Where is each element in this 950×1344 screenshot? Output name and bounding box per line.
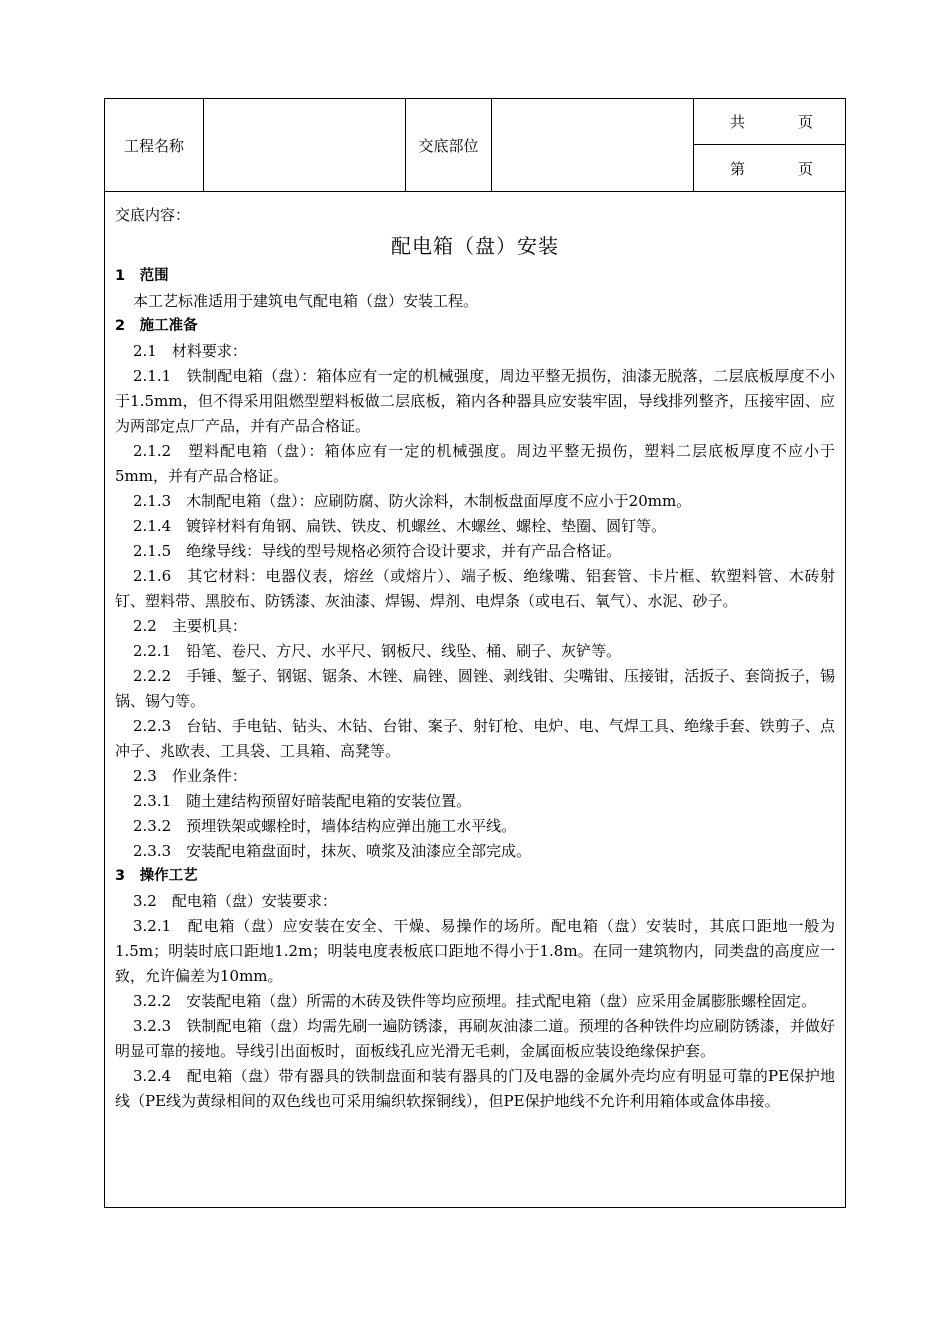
paragraph: 3.2 配电箱（盘）安装要求： xyxy=(133,892,337,910)
total-pages-suffix: 页 xyxy=(798,113,814,131)
page-count-cell xyxy=(694,99,845,191)
paragraph: 2.2.3 台钻、手电钻、钻头、木钻、台钳、案子、射钉枪、电炉、电、气焊工具、绝缘手套、铁剪子、点冲子、兆欧表、工具袋、工具箱、高凳等。 xyxy=(115,717,835,760)
section-heading: 2 施工准备 xyxy=(115,318,198,334)
disclosure-content xyxy=(105,192,845,1114)
page-number-suffix: 页 xyxy=(798,159,814,178)
location-value xyxy=(492,99,694,191)
paragraph: 2.3 作业条件： xyxy=(133,767,247,785)
paragraph-list xyxy=(115,264,835,1114)
disclosure-sheet xyxy=(104,98,846,1208)
paragraph: 3.2.4 配电箱（盘）带有器具的铁制盘面和装有器具的门及电器的金属外壳均应有明显可靠的PE保护地线（PE线为黄绿相间的双色线也可采用编织软探铜线），但PE保护地线不允许利用箱体或盒体串接。 xyxy=(115,1067,835,1110)
header-table xyxy=(105,99,845,192)
paragraph: 2.1.3 木制配电箱（盘）：应刷防腐、防火涂料，木制板盘面厚度不应小于20mm。 xyxy=(133,492,692,510)
paragraph: 2.1.2 塑料配电箱（盘）：箱体应有一定的机械强度。周边平整无损伤，塑料二层底板厚度不应小于5mm，并有产品合格证。 xyxy=(115,442,835,485)
page-number-row xyxy=(694,145,845,191)
total-pages-prefix: 共 xyxy=(730,113,746,131)
paragraph: 2.2.2 手锤、錾子、钢锯、锯条、木锉、扁锉、圆锉、剥线钳、尖嘴钳、压接钳，活扳子、套筒扳子，锡锅、锡勺等。 xyxy=(115,667,835,710)
paragraph: 2.3.1 随土建结构预留好暗装配电箱的安装位置。 xyxy=(133,792,472,810)
project-name-value xyxy=(204,99,406,191)
document-title: 配电箱（盘）安装 xyxy=(391,234,559,258)
content-label: 交底内容： xyxy=(115,206,191,224)
paragraph: 2.1.4 镀锌材料有角钢、扁铁、铁皮、机螺丝、木螺丝、螺栓、垫圈、圆钉等。 xyxy=(133,517,667,535)
paragraph: 2.1.1 铁制配电箱（盘）：箱体应有一定的机械强度，周边平整无损伤，油漆无脱落，二层底板厚度不小于1.5mm，但不得采用阻燃型塑料板做二层底板，箱内各种器具应安装牢固，导线排列整齐，压接牢固、应为两部定点厂产品，并有产品合格证。 xyxy=(115,367,835,435)
paragraph: 2.1 材料要求： xyxy=(133,342,247,360)
paragraph: 2.1.5 绝缘导线：导线的型号规格必须符合设计要求，并有产品合格证。 xyxy=(133,542,622,560)
paragraph: 本工艺标准适用于建筑电气配电箱（盘）安装工程。 xyxy=(133,292,479,310)
paragraph: 3.2.3 铁制配电箱（盘）均需先刷一遍防锈漆，再刷灰油漆二道。预埋的各种铁件均应刷防锈漆，并做好明显可靠的接地。导线引出面板时，面板线孔应光滑无毛刺，金属面板应装设绝缘保护套。 xyxy=(115,1017,835,1060)
section-heading: 3 操作工艺 xyxy=(115,868,198,884)
location-label: 交底部位 xyxy=(406,99,492,191)
section-heading: 1 范围 xyxy=(115,268,169,284)
paragraph: 2.3.2 预埋铁架或螺栓时，墙体结构应弹出施工水平线。 xyxy=(133,817,517,835)
paragraph: 2.3.3 安装配电箱盘面时，抹灰、喷浆及油漆应全部完成。 xyxy=(133,842,532,860)
paragraph: 3.2.1 配电箱（盘）应安装在安全、干燥、易操作的场所。配电箱（盘）安装时，其底口距地一般为1.5m；明装时底口距地1.2m；明装电度表板底口距地不得小于1.8m。在同一建筑物内，同类盘的高度应一致，允许偏差为10mm。 xyxy=(115,917,835,985)
paragraph: 2.1.6 其它材料：电器仪表，熔丝（或熔片）、端子板、绝缘嘴、铝套管、卡片框、软塑料管、木砖射钉、塑料带、黑胶布、防锈漆、灰油漆、焊锡、焊剂、电焊条（或电石、氧气）、水泥、砂子。 xyxy=(115,567,835,610)
paragraph: 3.2.2 安装配电箱（盘）所需的木砖及铁件等均应预埋。挂式配电箱（盘）应采用金属膨胀螺栓固定。 xyxy=(133,992,817,1010)
project-name-label: 工程名称 xyxy=(105,99,204,191)
paragraph: 2.2.1 铅笔、卷尺、方尺、水平尺、钢板尺、线坠、桶、刷子、灰铲等。 xyxy=(133,642,622,660)
total-pages-row xyxy=(694,99,845,145)
page-number-prefix: 第 xyxy=(730,159,746,178)
paragraph: 2.2 主要机具： xyxy=(133,617,247,635)
